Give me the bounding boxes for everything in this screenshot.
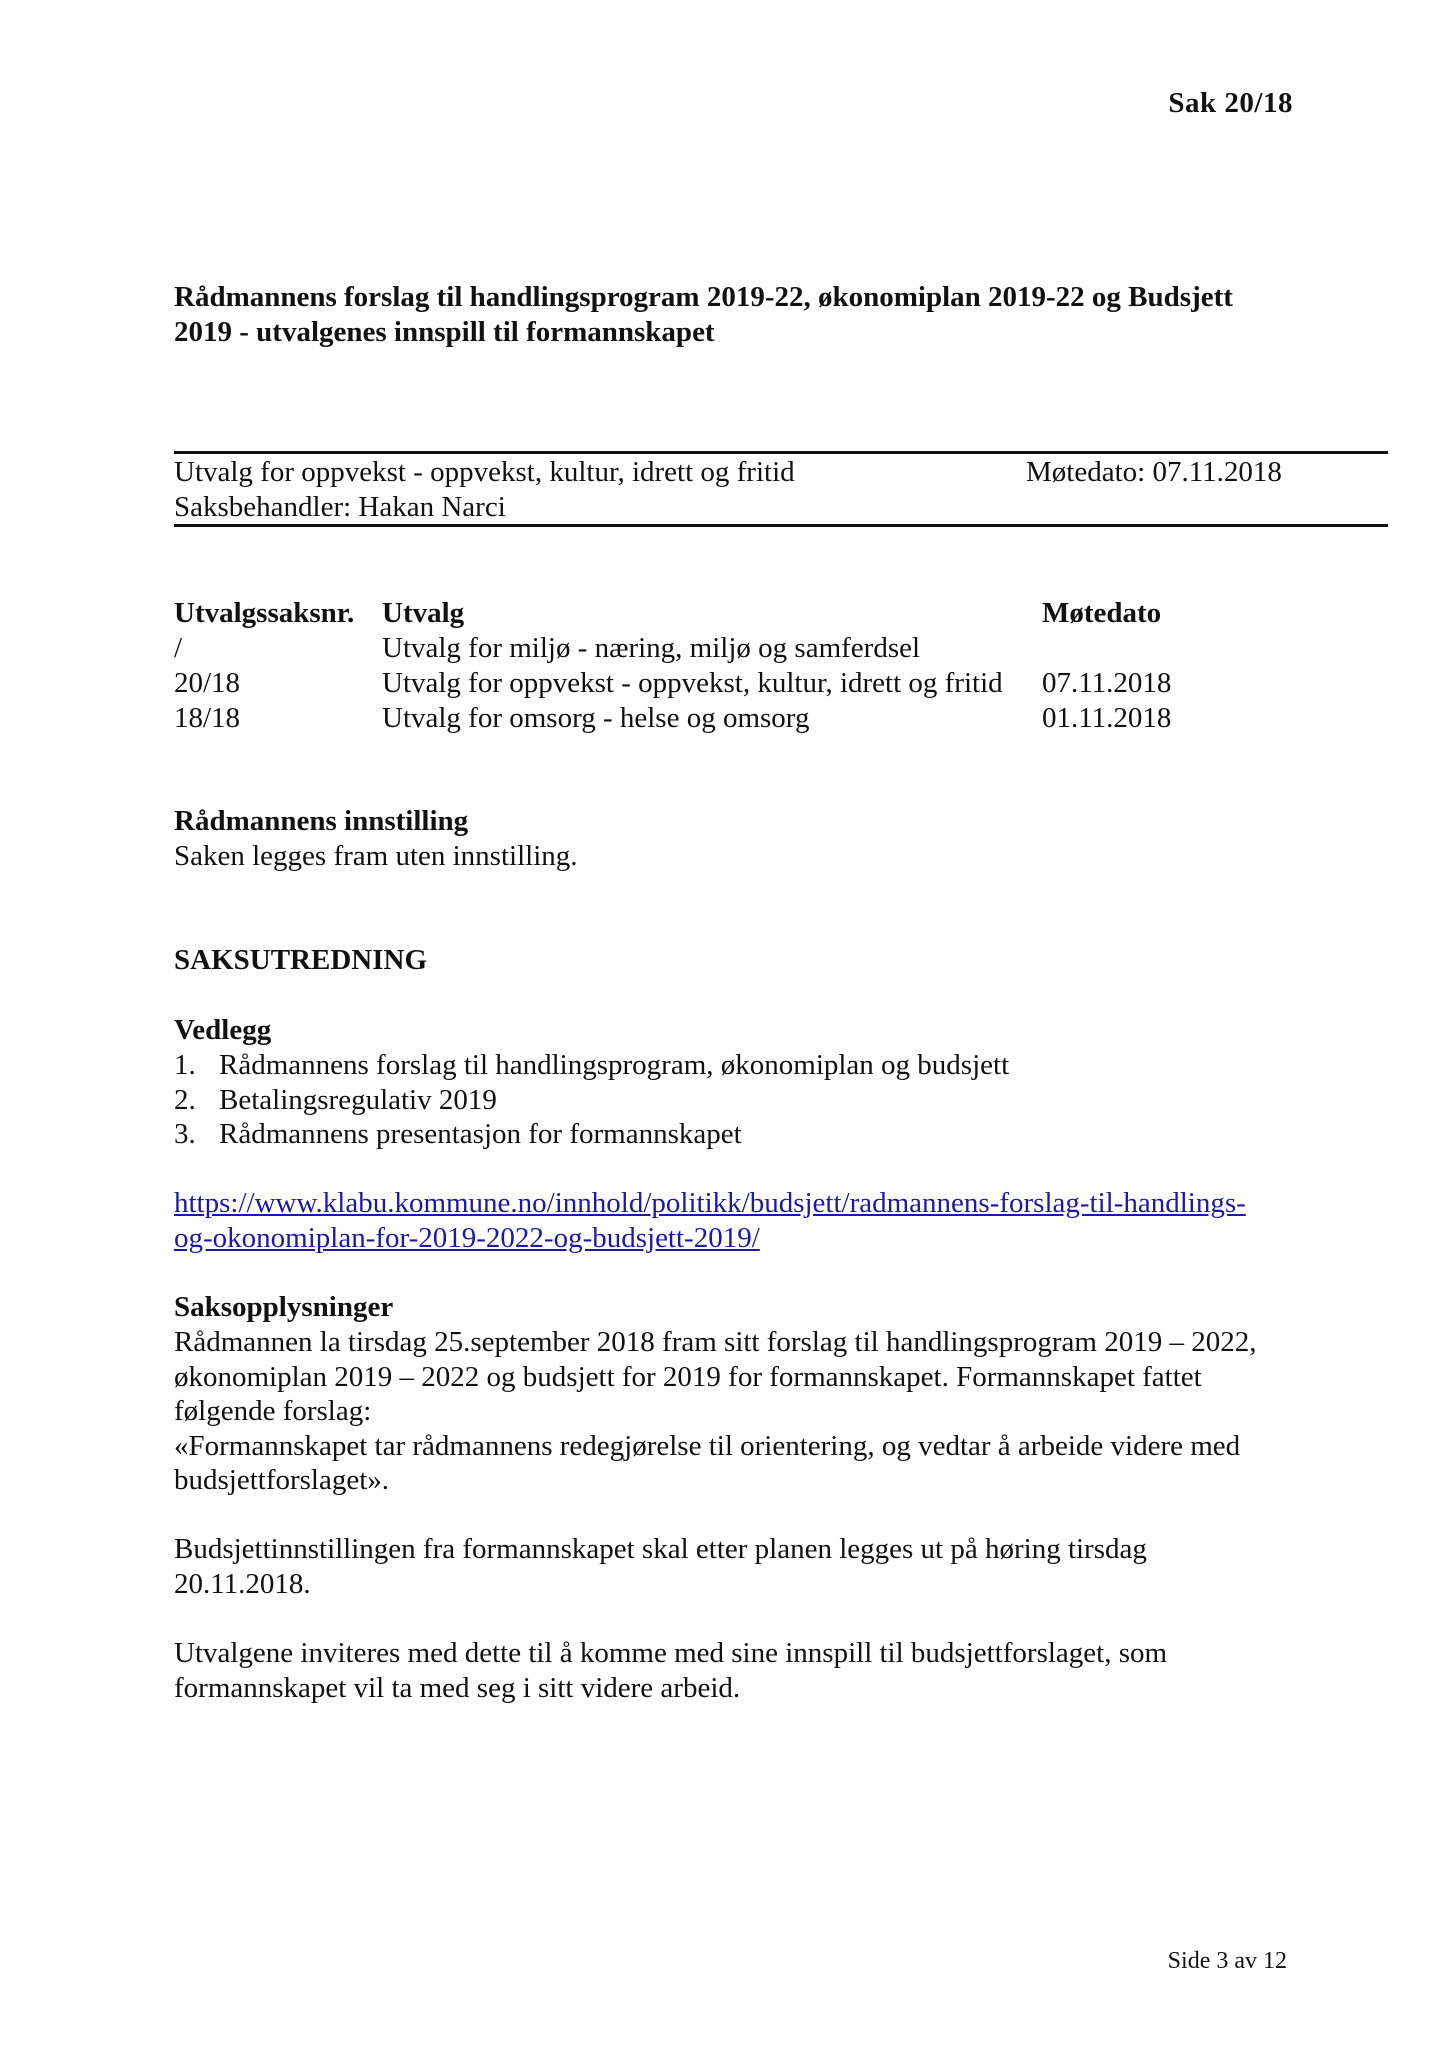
recommendation-text: Saken legges fram uten innstilling. bbox=[174, 840, 578, 872]
paragraph-line: 20.11.2018. bbox=[174, 1567, 311, 1600]
case-utvalg: Utvalg for omsorg - helse og omsorg bbox=[382, 702, 810, 734]
document-title bbox=[174, 280, 1294, 350]
list-item-text: Rådmannens presentasjon for formannskapet bbox=[219, 1118, 742, 1150]
case-information-body bbox=[174, 1325, 1256, 1498]
case-officer: Saksbehandler: Hakan Narci bbox=[174, 491, 506, 523]
budget-hearing-paragraph bbox=[174, 1532, 1147, 1601]
paragraph-line: økonomiplan 2019 – 2022 og budsjett for 2019 for formannskapet. Formannskapet fattet bbox=[174, 1360, 1202, 1393]
meeting-date: Møtedato: 07.11.2018 bbox=[1026, 456, 1282, 488]
document-title-line-2: 2019 - utvalgenes innspill til formannskapet bbox=[174, 316, 715, 348]
case-dato: 07.11.2018 bbox=[1042, 667, 1172, 699]
list-item-text: Rådmannens forslag til handlingsprogram, økonomiplan og budsjett bbox=[219, 1049, 1010, 1081]
list-item-number: 2. bbox=[174, 1083, 196, 1116]
attachments-heading: Vedlegg bbox=[174, 1014, 272, 1046]
list-item-number: 3. bbox=[174, 1118, 196, 1150]
paragraph-line: Utvalgene inviteres med dette til å komme med sine innspill til budsjettforslaget, som bbox=[174, 1637, 1168, 1669]
case-information-heading: Saksopplysninger bbox=[174, 1291, 394, 1323]
case-nr: / bbox=[174, 632, 183, 664]
case-nr: 18/18 bbox=[174, 702, 241, 734]
budget-link-line-2[interactable]: og-okonomiplan-for-2019-2022-og-budsjett-2019/ bbox=[174, 1221, 760, 1254]
meeting-block-bottom-rule bbox=[174, 524, 1388, 527]
list-item-number: 1. bbox=[174, 1049, 196, 1081]
budget-link[interactable] bbox=[174, 1186, 1246, 1255]
budget-link-line-1[interactable]: https://www.klabu.kommune.no/innhold/politikk/budsjett/radmannens-forslag-til-handlings- bbox=[174, 1187, 1246, 1219]
case-number: Sak 20/18 bbox=[1168, 87, 1293, 119]
case-table-header-dato: Møtedato bbox=[1042, 597, 1162, 629]
paragraph-line: Rådmannen la tirsdag 25.september 2018 fram sitt forslag til handlingsprogram 2019 – 2022, bbox=[174, 1326, 1257, 1358]
document-title-line-1: Rådmannens forslag til handlingsprogram 2019-22, økonomiplan 2019-22 og Budsjett bbox=[174, 281, 1233, 313]
case-report-heading: SAKSUTREDNING bbox=[174, 944, 427, 976]
case-utvalg: Utvalg for miljø - næring, miljø og samferdsel bbox=[382, 632, 921, 664]
case-table-header-nr: Utvalgssaksnr. bbox=[174, 597, 355, 629]
case-utvalg: Utvalg for oppvekst - oppvekst, kultur, idrett og fritid bbox=[382, 667, 1003, 699]
case-dato: 01.11.2018 bbox=[1042, 702, 1172, 734]
list-item-text: Betalingsregulativ 2019 bbox=[219, 1083, 497, 1116]
paragraph-line: Budsjettinnstillingen fra formannskapet skal etter planen legges ut på høring tirsdag bbox=[174, 1533, 1147, 1565]
case-table-header-utvalg: Utvalg bbox=[382, 597, 465, 629]
case-nr: 20/18 bbox=[174, 667, 241, 699]
paragraph-line: følgende forslag: bbox=[174, 1395, 372, 1427]
paragraph-line: formannskapet vil ta med seg i sitt videre arbeid. bbox=[174, 1671, 741, 1704]
meeting-committee: Utvalg for oppvekst - oppvekst, kultur, idrett og fritid bbox=[174, 456, 795, 488]
committees-invitation-paragraph bbox=[174, 1636, 1167, 1705]
paragraph-line: budsjettforslaget». bbox=[174, 1464, 390, 1496]
recommendation-heading: Rådmannens innstilling bbox=[174, 805, 469, 837]
page-number: Side 3 av 12 bbox=[1167, 1948, 1287, 1974]
meeting-block-top-rule bbox=[174, 451, 1388, 454]
paragraph-line: «Formannskapet tar rådmannens redegjørelse til orientering, og vedtar å arbeide videre med bbox=[174, 1429, 1241, 1462]
